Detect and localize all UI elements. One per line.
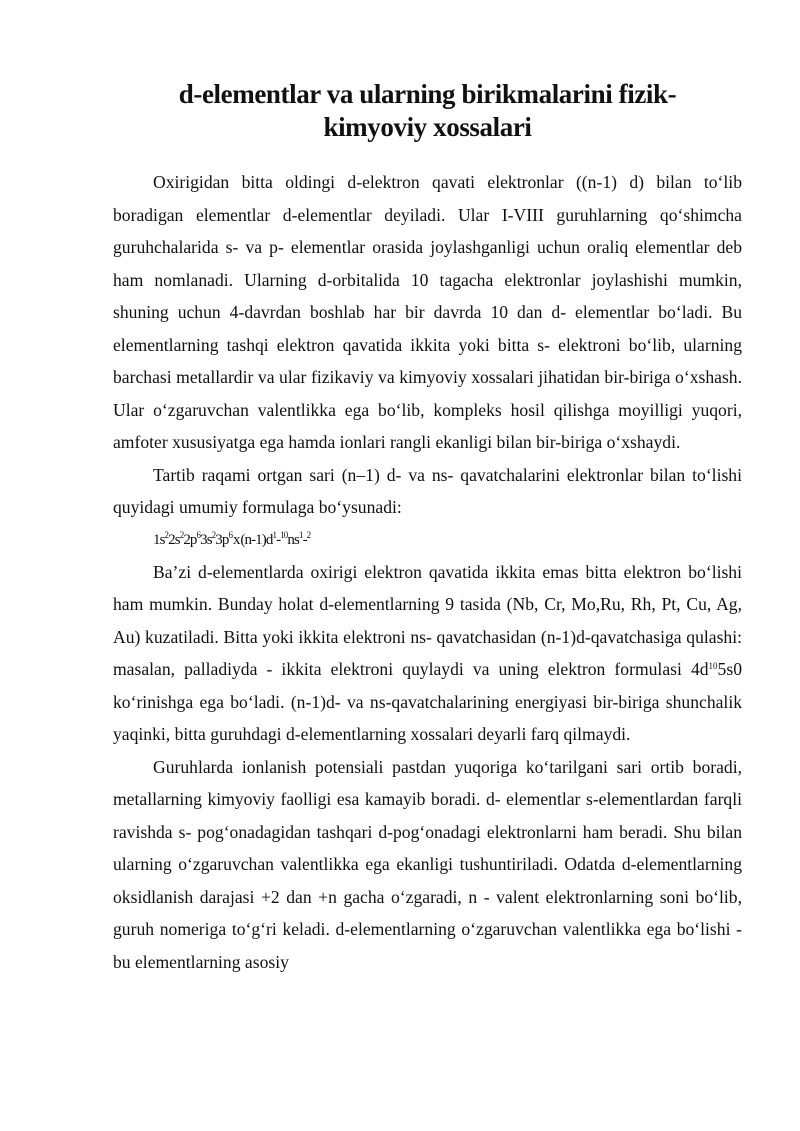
paragraph-3: Ba’zi d-elementlarda oxirigi elektron qavatida ikkita emas bitta elektron bo‘lishi ham mumkin. Bunday holat d-elementlarning 9 tasida (Nb, Cr, Mo,Ru, Rh, Pt, Cu, Ag, Au) kuzatiladi. Bitta yoki ikkita elektroni ns- qavatchasidan (n-1)d-qavatchasiga qulashi: masalan, palladiyda - ikkita elektroni quylaydi va uning elektron formulasi $4d^{10}5s0$ ko‘rinishga ega bo‘ladi. (n-1)d- va ns-qavatchalarining energiyasi bir-biriga shunchalik yaqinki, bitta guruhdagi d-elementlarning xossalari deyarli farq qilmaydi.	[113, 561, 742, 744]
paragraph-2: Tartib raqami ortgan sari (n–1) d- va ns- qavatchalarini elektronlar bilan to‘lishi quyidagi umumiy formulaga bo‘ysunadi:	[113, 464, 742, 517]
document-body	[113, 166, 742, 978]
document-page	[113, 78, 742, 978]
paragraph-1: Oxirigidan bitta oldingi d-elektron qavati elektronlar ((n-1) d) bilan to‘lib boradigan elementlar d-elementlar deyiladi. Ular I-VIII guruhlarning qo‘shimcha guruhchalarida s- va p- elementlar orasida joylashganligi uchun oraliq elementlar deb ham nomlanadi. Ularning d-orbitalida 10 tagacha elektronlar joylashishi mumkin, shuning uchun 4-davrdan boshlab har bir davrda 10 dan d- elementlar bo‘ladi. Bu elementlarning tashqi elektron qavatida ikkita yoki bitta s- elektroni bo‘lib, ularning barchasi metallardir va ular fizikaviy va kimyoviy xossalari jihatidan bir-biriga o‘xshash. Ular o‘zgaruvchan valentlikka ega bo‘lib, kompleks hosil qilishga moyilligi yuqori, amfoter xususiyatga ega hamda ionlari rangli ekanligi bilan bir-biriga o‘xshaydi.	[113, 172, 742, 452]
title-line-1: d-elementlar va ularning birikmalarini fizik-	[178, 79, 677, 109]
title-line-2: kimyoviy xossalari	[323, 112, 532, 142]
electron-configuration-formula: $1s^22s^22p^63s^23p^6$ x $(n-1)d^1-^{10}ns^1-^2$	[153, 529, 311, 548]
paragraph-4: Guruhlarda ionlanish potensiali pastdan yuqoriga ko‘tarilgani sari ortib boradi, metallarning kimyoviy faolligi esa kamayib boradi. d- elementlar s-elementlardan farqli ravishda s- pog‘onadagidan tashqari d-pog‘onadagi elektronlarni ham beradi. Shu bilan ularning o‘zgaruvchan valentlikka ega ekanligi tushuntiriladi. Odatda d-elementlarning oksidlanish darajasi +2 dan +n gacha o‘zgaradi, n - valent elektronlarning soni bo‘lib, guruh nomeriga to‘g‘ri keladi. d-elementlarning o‘zgaruvchan valentlikka ega bo‘lishi - bu elementlarning asosiy	[113, 756, 742, 972]
page-title	[113, 78, 742, 144]
